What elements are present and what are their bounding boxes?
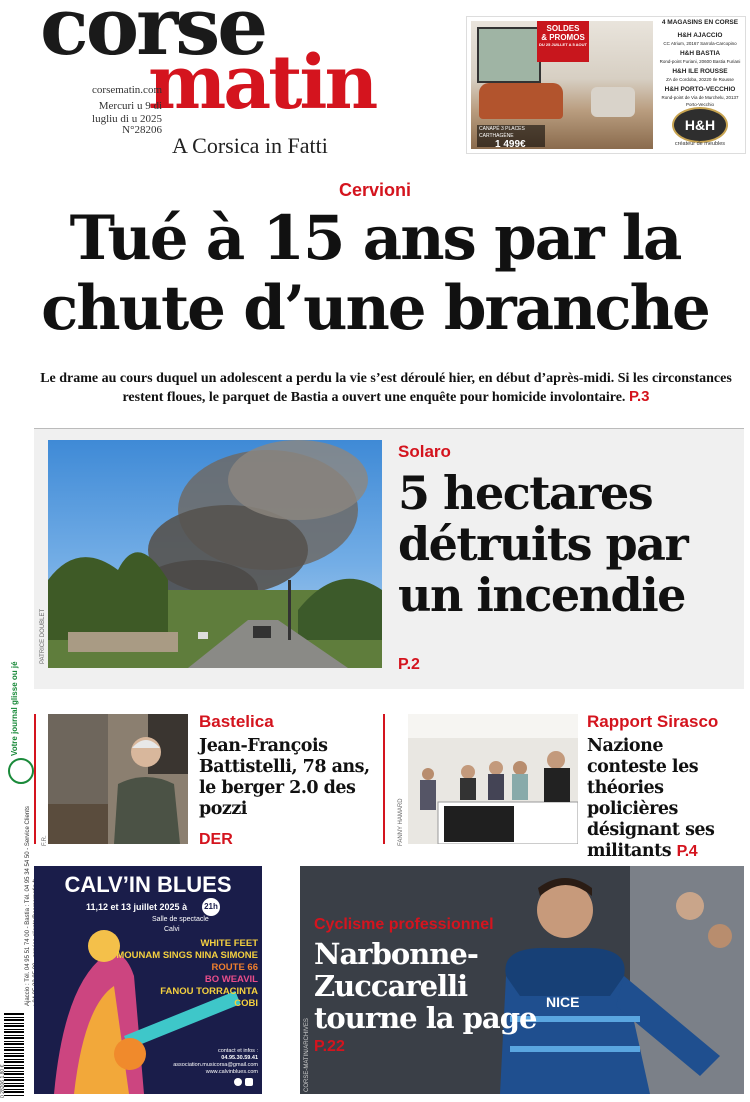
ad-store-address: CC Atrium, 20167 Sarrola-Carcopino [663, 41, 737, 46]
divider-right [383, 714, 385, 844]
shepherd-photo-credit: F.R. [42, 835, 48, 846]
lead-kicker: Cervioni [338, 180, 412, 200]
story2-kicker: Rapport Sirasco [587, 712, 719, 731]
ad-store-name: H&H BASTIA [679, 50, 721, 57]
ad-chair [591, 87, 635, 117]
ad-sofa [479, 83, 563, 119]
recycle-icon [8, 758, 34, 784]
blues-email: association.musicorsa@gmail.com [173, 1062, 258, 1068]
lead-deck [40, 370, 732, 407]
ad-price: 1 499€ [495, 139, 526, 149]
cycling-headline[interactable]: Narbonne-Zuccarelli tourne la page [314, 937, 537, 1035]
cycling-kicker: Cyclisme professionnel [314, 916, 494, 933]
blues-lineup [94, 938, 258, 1010]
blues-venue: Salle de spectacle [152, 916, 209, 923]
blues-act: ROUTE 66 [211, 962, 258, 973]
ad-store-name: H&H PORTO-VECCHIO [664, 86, 736, 93]
blues-act: FANOU TORRACINTA [160, 986, 258, 997]
ad-sale-line3: DU 25 JUILLET A 5 AOUT [538, 42, 587, 47]
logo-matin: matin [148, 40, 376, 126]
ad-store-name: H&H AJACCIO [677, 32, 723, 39]
tagline: A Corsica in Fatti [172, 133, 328, 158]
ad-sale-line2: & PROMOS [541, 33, 585, 42]
blues-contact-label: contact et infos : [217, 1048, 258, 1054]
jersey-sponsor: NICE [546, 994, 580, 1010]
service-info: Ajaccio : Tél. 04 95 51 74 00 - Bastia : Tél. 04 95 34 54 50 - Service Clients [25, 806, 31, 1006]
fire-photo[interactable] [48, 440, 382, 668]
nazione-photo[interactable] [408, 714, 578, 844]
blues-town: Calvi [164, 926, 180, 933]
ad-sale-badge [537, 21, 589, 62]
hh-logo: H&H [672, 107, 728, 143]
cycling-page-ref[interactable]: P.22 [314, 1038, 345, 1055]
ad-store-address: ZA de Cordoba, 20220 Ile Rousse [666, 77, 734, 82]
blues-contact [152, 1048, 258, 1076]
shepherd-photo-svg [48, 714, 188, 844]
ad-store-name: H&H ILE ROUSSE [672, 68, 728, 75]
furniture-ad[interactable] [466, 16, 746, 154]
ad-store-address: Rond-point de Via de Murchelu, 20137 Porto-Vecchio [661, 95, 739, 107]
fire-photo-svg [48, 440, 382, 668]
ad-store-address: Rond-point Furiani, 20600 Bastia Furiani [659, 59, 741, 64]
blues-dates: 11,12 et 13 juillet 2025 à [86, 902, 188, 912]
blues-act: COBI [234, 998, 258, 1009]
issue-date: Mercuri u 9 di lugliu di u 2025 [92, 100, 162, 125]
ad-store-list [657, 19, 743, 108]
fire-kicker: Solaro [398, 442, 451, 461]
blues-time: 21h [202, 898, 220, 916]
ad-sale-line1: SOLDES [546, 24, 580, 33]
cycling-photo-credit: CORSE-MATIN/ARCHIVES [304, 1018, 310, 1092]
shepherd-photo[interactable] [48, 714, 188, 844]
fire-headline[interactable]: 5 hectares détruits par un incendie [398, 466, 688, 622]
website: corsematin.com [92, 84, 162, 96]
blues-title: CALV’IN BLUES [64, 872, 232, 897]
blues-act: BO WEAVIL [204, 974, 258, 985]
ad-photo [471, 21, 653, 149]
lead-page-ref[interactable]: P.3 [628, 388, 650, 405]
instagram-icon[interactable] [245, 1078, 253, 1086]
nazione-photo-credit: FANNY HAMARD [398, 798, 404, 846]
story2-headline[interactable] [587, 736, 747, 862]
ad-window [477, 27, 541, 83]
blues-phone: 04.95.30.59.41 [221, 1055, 258, 1061]
fire-photo-credit: PATRICE DOUBLET [40, 608, 46, 664]
fire-page-ref[interactable]: P.2 [398, 656, 420, 673]
barcode [4, 1012, 24, 1096]
story2-page-ref[interactable]: P.4 [676, 843, 698, 860]
cycling-photo[interactable] [300, 866, 744, 1094]
issue-number: N°28206 [122, 124, 162, 136]
story1-kicker: Bastelica [199, 712, 274, 731]
ad-brand-tagline: créateur de meubles [674, 141, 726, 147]
story1-headline[interactable]: Jean-François Battistelli, 78 ans, le berger 2.0 des pozzi [199, 736, 370, 819]
blues-web: www.calvinblues.com [205, 1069, 258, 1075]
ad-price-tag [477, 125, 545, 147]
story2-headline-text: Nazione conteste les théories policières désignant ses militants [587, 736, 715, 861]
lead-deck-text: Le drame au cours duquel un adolescent a perdu la vie s’est déroulé hier, en début d’après-midi. Si les circonstances restent floues, le parquet de Bastia a ouvert une enquête pour homicide involontaire. [40, 371, 732, 405]
blues-act: WHITE FEET [200, 938, 258, 949]
recycle-note: Votre journal glisse ou jé [10, 661, 19, 756]
lead-headline[interactable]: Tué à 15 ans par la chute d’une branche [41, 203, 709, 344]
facebook-icon[interactable] [234, 1078, 242, 1086]
calvin-blues-ad[interactable] [34, 866, 262, 1094]
story1-page-ref[interactable]: DER [199, 831, 233, 848]
ad-stores-heading: 4 MAGASINS EN CORSE [661, 19, 739, 26]
nazione-photo-svg [408, 714, 578, 844]
blues-act: MOUNAM SINGS NINA SIMONE [116, 950, 258, 961]
barcode-text: 0 28206 1.80 € [0, 1064, 6, 1098]
logo-corse: corse [40, 0, 266, 73]
ad-price-caption: CANAPÉ 3 PLACES CARTHAGÈNE [479, 126, 525, 139]
